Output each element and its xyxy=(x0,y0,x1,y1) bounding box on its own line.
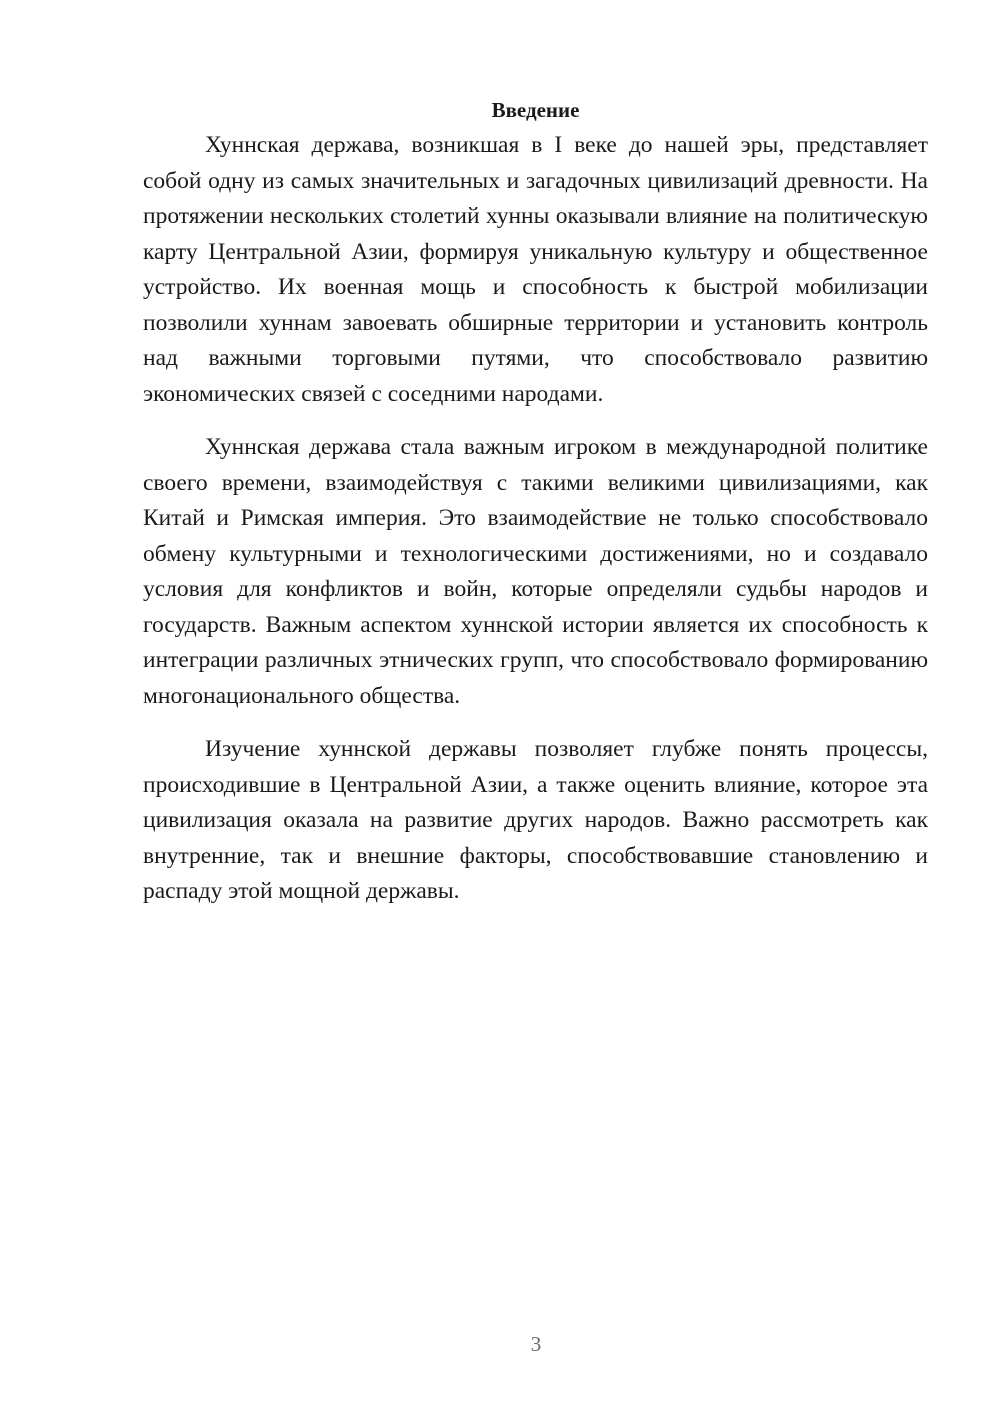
paragraph-3: Изучение хуннской державы позволяет глубже понять процессы, происходившие в Центральной Азии, а также оценить влияние, которое эта цивилизация оказала на развитие других народов. Важно рассмотреть как внутренние, так и внешние факторы, способствовавшие становлению и распаду этой мощной державы. xyxy=(143,736,928,904)
section-heading: Введение xyxy=(491,98,580,122)
page-content xyxy=(143,92,928,928)
paragraph-2: Хуннская держава стала важным игроком в международной политике своего времени, взаимодействуя с такими великими цивилизациями, как Китай и Римская империя. Это взаимодействие не только способствовало обмену культурными и технологическими достижениями, но и создавало условия для конфликтов и войн, которые определяли судьбы народов и государств. Важным аспектом хуннской истории является их способность к интеграции различных этнических групп, что способствовало формированию многонационального общества. xyxy=(143,434,928,709)
page-number: 3 xyxy=(530,1332,542,1356)
paragraph-1: Хуннская держава, возникшая в I веке до нашей эры, представляет собой одну из самых значительных и загадочных цивилизаций древности. На протяжении нескольких столетий хунны оказывали влияние на политическую карту Центральной Азии, формируя уникальную культуру и общественное устройство. Их военная мощь и способность к быстрой мобилизации позволили хуннам завоевать обширные территории и установить контроль над важными торговыми путями, что способствовало развитию экономических связей с соседними народами. xyxy=(143,132,928,407)
